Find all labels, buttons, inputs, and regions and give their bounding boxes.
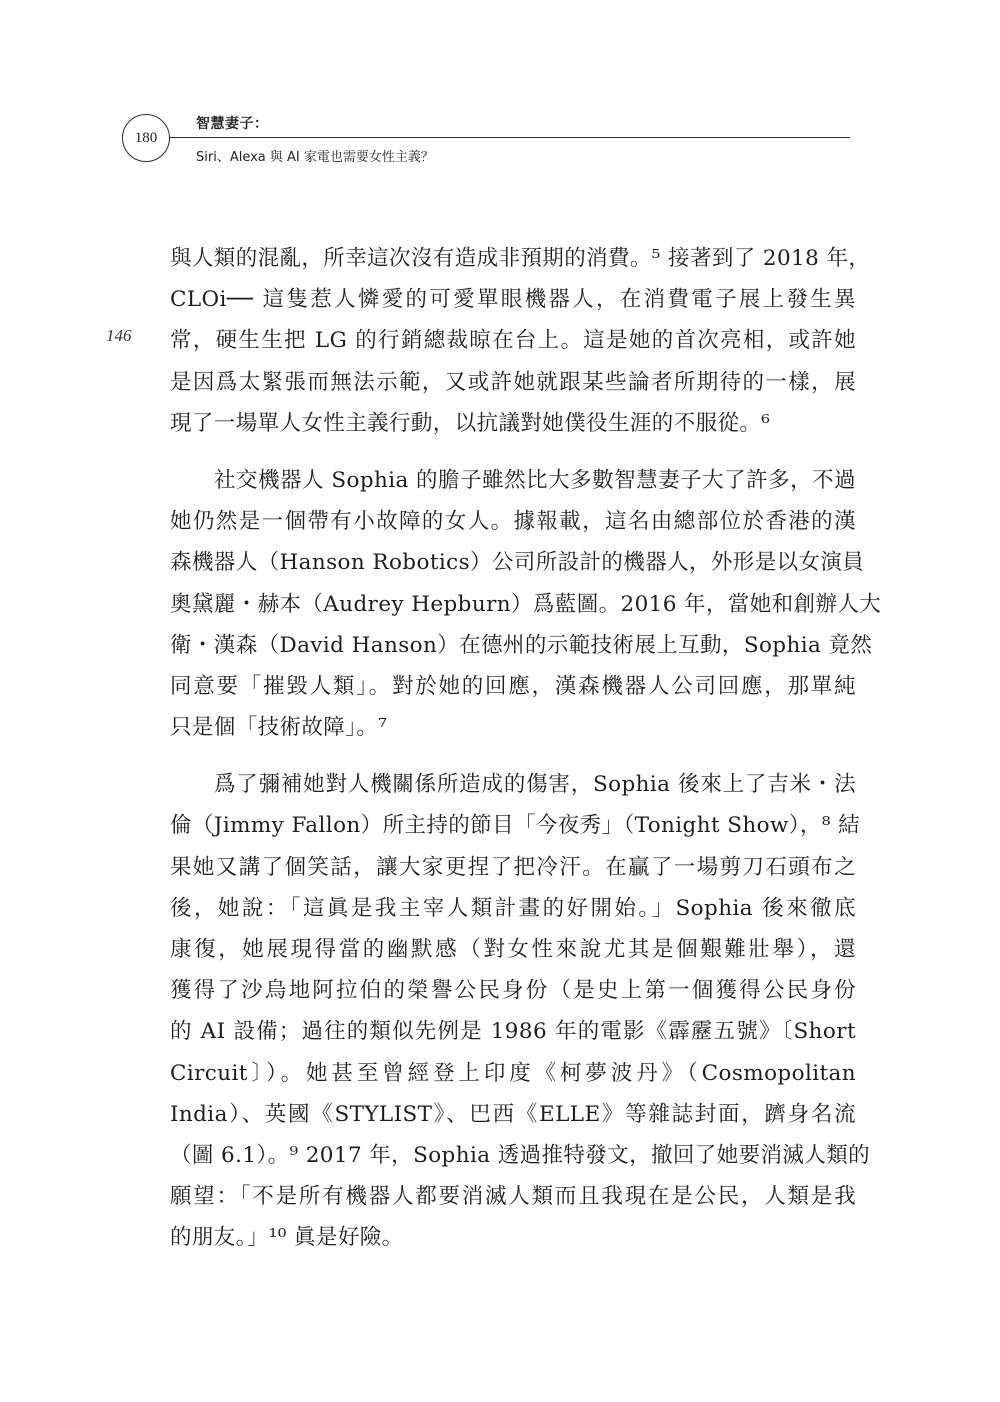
text-line: CLOi── 這隻惹人憐愛的可愛單眼機器人，在消費電子展上發生異 xyxy=(170,287,856,313)
text-line: 常，硬生生把 LG 的行銷總裁晾在台上。這是她的首次亮相，或許她 xyxy=(170,328,856,354)
margin-note: 146 xyxy=(106,326,132,345)
text-line: 現了一場單人女性主義行動，以抗議對她僕役生涯的不服從。⁶ xyxy=(170,410,771,436)
text-line: 與人類的混亂，所幸這次沒有造成非預期的消費。⁵ 接著到了 2018 年， xyxy=(170,246,871,271)
text-line: （圖 6.1）。⁹ 2017 年，Sophia 透過推特發文，撤回了她要消滅人類的 xyxy=(170,1142,870,1168)
body-text xyxy=(170,238,882,1275)
page-number: 180 xyxy=(134,129,158,146)
text-line: 倫（Jimmy Fallon）所主持的節目「今夜秀」（Tonight Show），⁸ 結 xyxy=(170,813,860,839)
text-line: 願望：「不是所有機器人都要消滅人類而且我現在是公民，人類是我 xyxy=(170,1184,856,1210)
text-line: India）、英國《STYLIST》、巴西《ELLE》等雜誌封面，躋身名流 xyxy=(170,1101,856,1127)
text-line: 奧黛麗・赫本（Audrey Hepburn）爲藍圖。2016 年，當她和創辦人大 xyxy=(170,591,882,617)
text-line: 果她又講了個笑話，讓大家更捏了把冷汗。在贏了一場剪刀石頭布之 xyxy=(170,854,856,880)
running-head-title: 智慧妻子： xyxy=(196,116,269,132)
text-line: 是因爲太緊張而無法示範，又或許她就跟某些論者所期待的一樣，展 xyxy=(170,369,856,395)
paragraph xyxy=(170,764,870,1258)
text-line: 森機器人（Hanson Robotics）公司所設計的機器人，外形是以女演員 xyxy=(170,550,865,576)
paragraph xyxy=(170,238,871,444)
text-line: 同意要「摧毀人類」。對於她的回應，漢森機器人公司回應，那單純 xyxy=(170,673,856,699)
text-line: 衛・漢森（David Hanson）在德州的示範技術展上互動，Sophia 竟然 xyxy=(170,632,873,658)
text-line: 康復，她展現得當的幽默感（對女性來說尤其是個艱難壯舉），還 xyxy=(170,937,856,962)
text-line: 社交機器人 Sophia 的膽子雖然比大多數智慧妻子大了許多，不過 xyxy=(214,467,856,493)
text-line: 獲得了沙烏地阿拉伯的榮譽公民身份（是史上第一個獲得公民身份 xyxy=(170,978,856,1004)
text-line: 的朋友。」¹⁰ 眞是好險。 xyxy=(170,1225,404,1251)
text-line: 爲了彌補她對人機關係所造成的傷害，Sophia 後來上了吉米・法 xyxy=(214,772,856,798)
text-line: 後，她說：「這眞是我主宰人類計畫的好開始。」Sophia 後來徹底 xyxy=(170,895,856,921)
text-line: 的 AI 設備；過往的類似先例是 1986 年的電影《霹靂五號》〔Short xyxy=(170,1019,856,1045)
text-line: 只是個「技術故障」。⁷ xyxy=(170,715,388,741)
text-line: 她仍然是一個帶有小故障的女人。據報載，這名由總部位於香港的漢 xyxy=(170,509,856,535)
paragraph xyxy=(170,460,882,748)
page-number-badge xyxy=(122,114,170,162)
header-rule xyxy=(168,137,850,138)
text-line: Circuit〕）。她甚至曾經登上印度《柯夢波丹》（Cosmopolitan xyxy=(170,1060,856,1086)
running-head-subtitle: Siri、Alexa 與 AI 家電也需要女性主義？ xyxy=(196,150,434,165)
